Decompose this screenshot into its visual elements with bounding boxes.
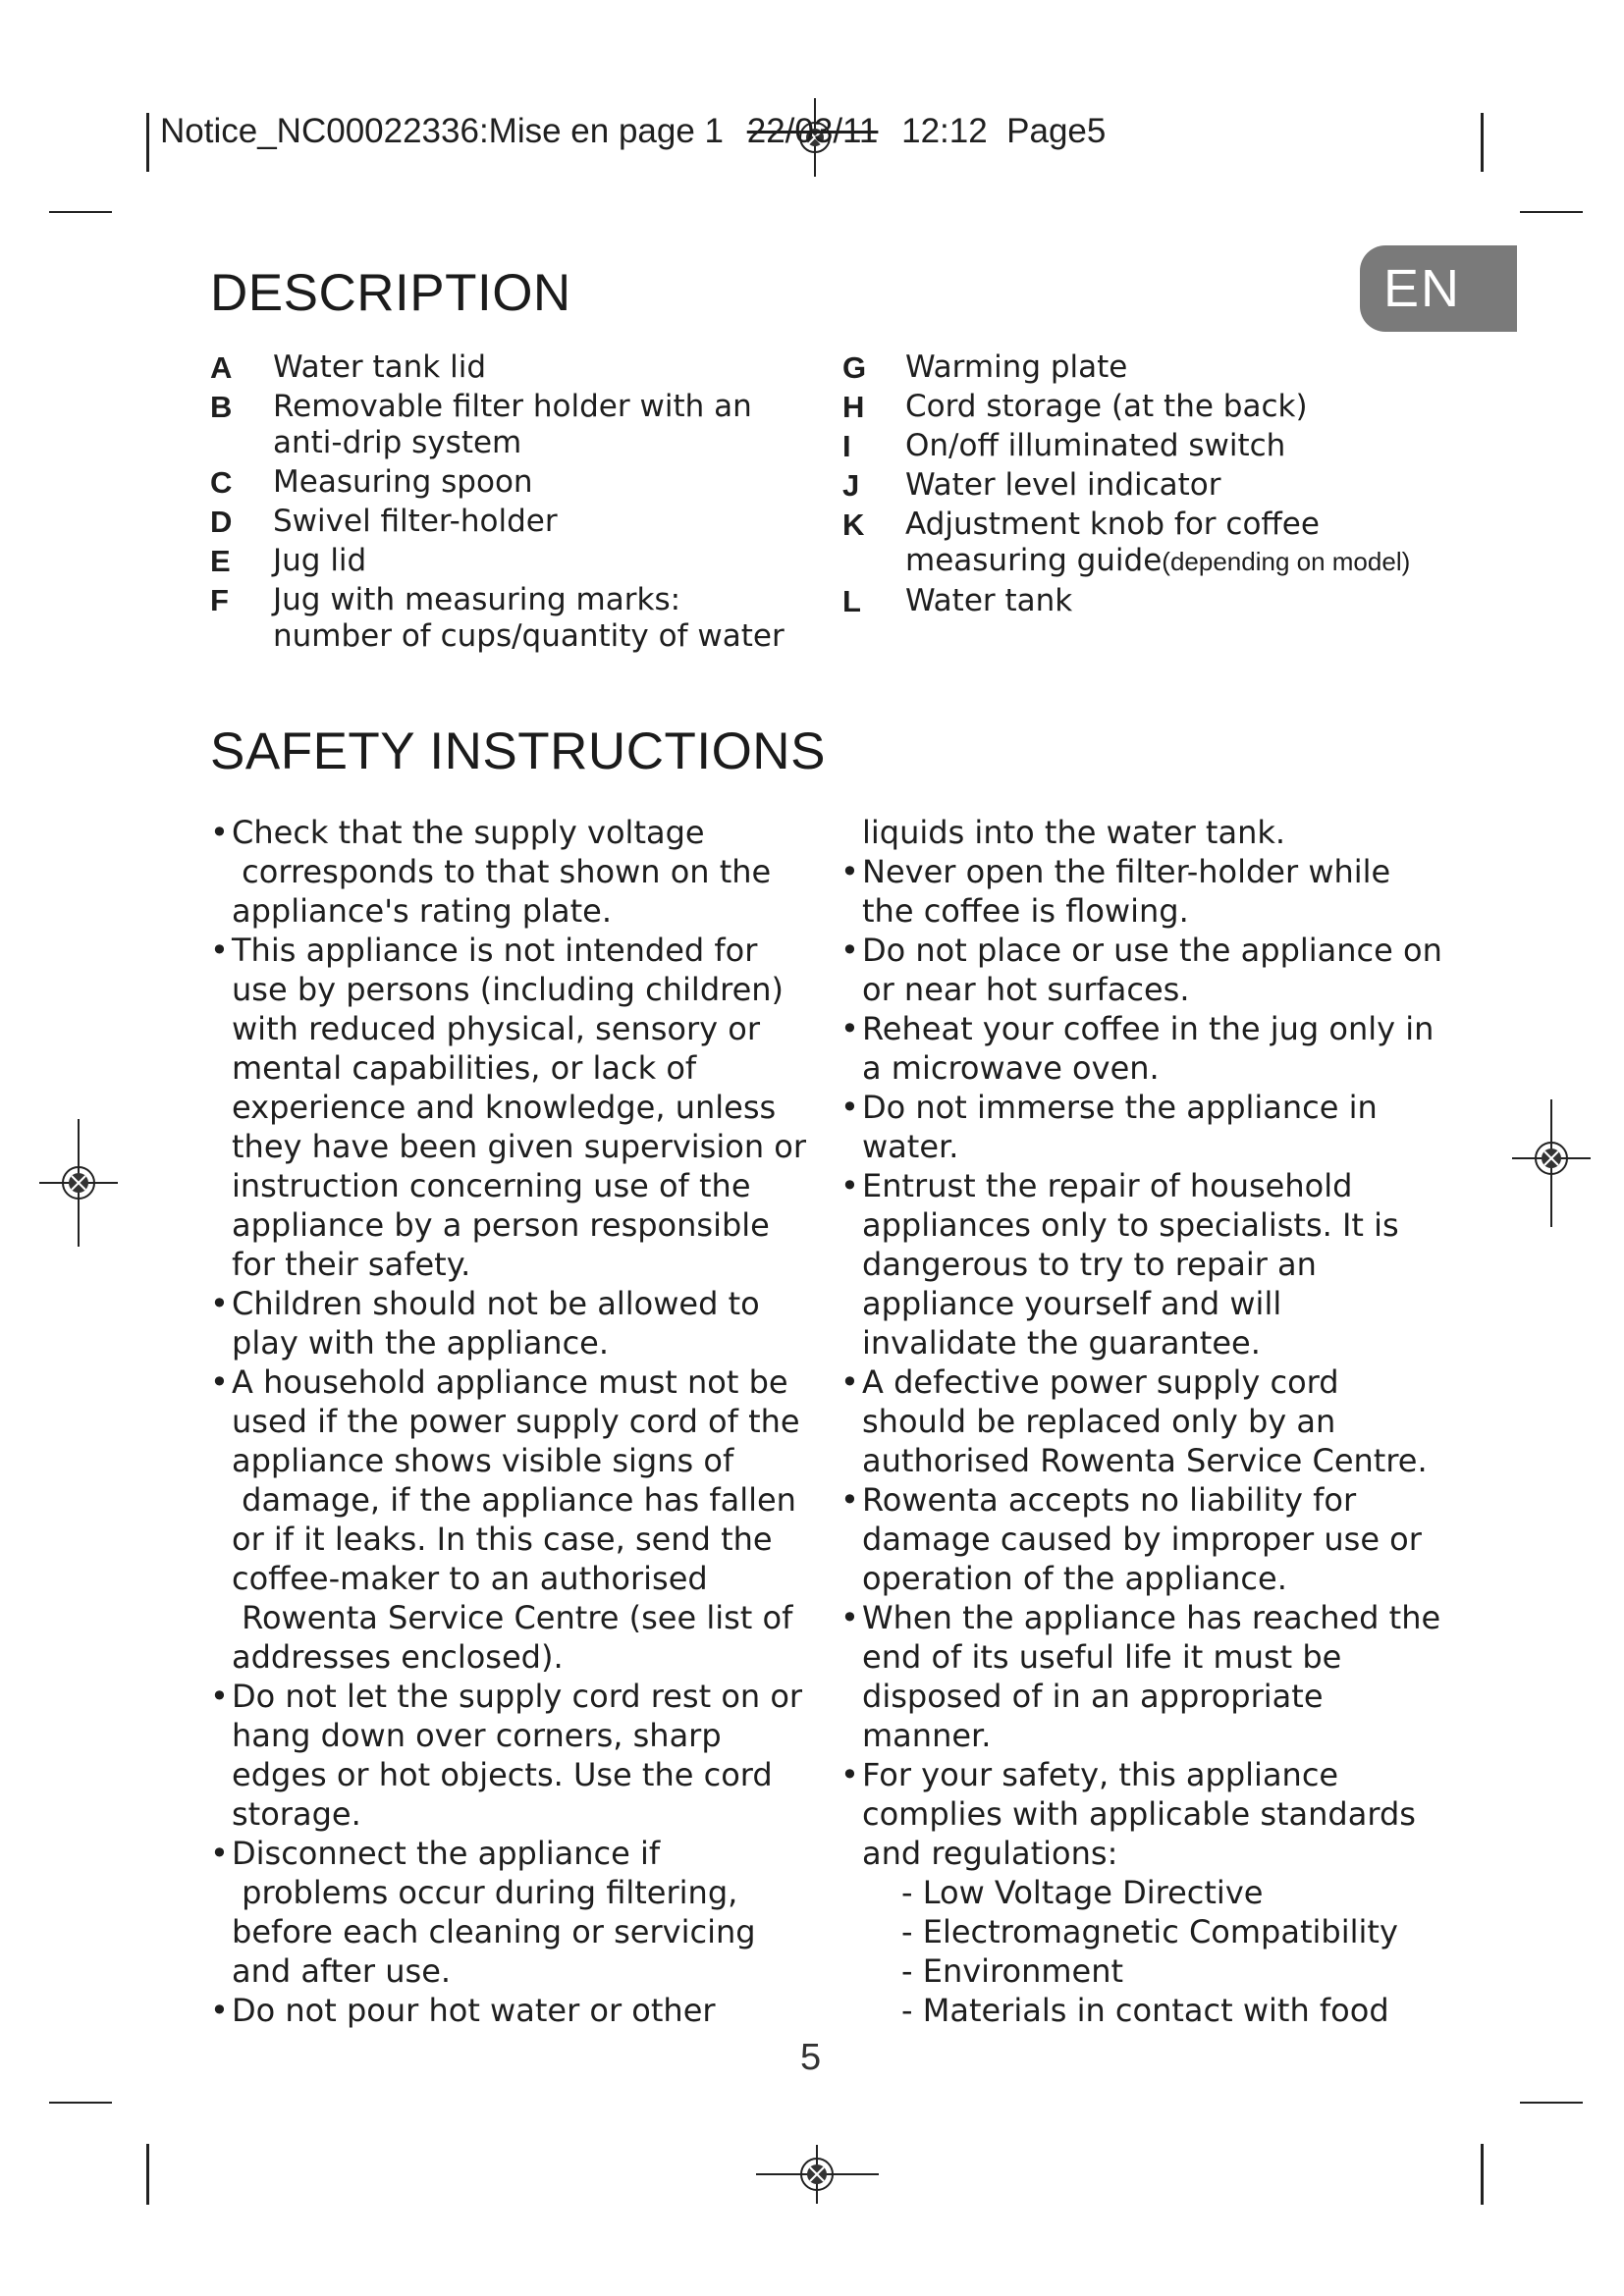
- safety-bullet-line: • A household appliance must not be: [210, 1362, 799, 1402]
- description-label: Cord storage (at the back): [905, 389, 1308, 424]
- safety-bullet-line: • When the appliance has reached the: [840, 1598, 1430, 1637]
- description-text: [905, 467, 1432, 504]
- safety-bullet-line: • This appliance is not intended for: [210, 931, 799, 970]
- crop-mark: [146, 113, 149, 172]
- description-label: Water level indicator: [905, 467, 1221, 503]
- safety-column-left: [210, 813, 806, 2030]
- description-item: [210, 389, 799, 461]
- safety-line: appliance yourself and will: [862, 1285, 1282, 1322]
- crop-mark: [49, 211, 112, 213]
- safety-line: authorised Rowenta Service Centre.: [862, 1442, 1428, 1479]
- safety-line: Rowenta Service Centre (see list of: [232, 1599, 793, 1636]
- safety-line: appliance by a person responsible: [232, 1206, 770, 1244]
- description-letter: B: [210, 390, 233, 424]
- description-item: [210, 504, 799, 540]
- description-letter: J: [842, 468, 860, 503]
- description-item: [210, 349, 799, 386]
- description-text: [905, 428, 1432, 464]
- description-label: Water tank lid: [273, 349, 486, 385]
- description-item: [842, 389, 1432, 425]
- safety-bullet-line: • Entrust the repair of household: [840, 1166, 1430, 1205]
- safety-line: complies with applicable standards: [862, 1795, 1416, 1833]
- description-text: [273, 349, 799, 386]
- safety-line: before each cleaning or servicing: [232, 1913, 756, 1950]
- description-text: [905, 349, 1432, 386]
- description-list-right: [842, 349, 1432, 622]
- safety-line: play with the appliance.: [232, 1324, 610, 1362]
- page-number: 5: [800, 2037, 822, 2078]
- description-letter: A: [210, 350, 233, 385]
- description-note: (depending on model): [1162, 547, 1411, 576]
- safety-sub-item: - Materials in contact with food: [901, 1992, 1389, 2029]
- safety-line: invalidate the guarantee.: [862, 1324, 1261, 1362]
- safety-line: and after use.: [232, 1952, 452, 1990]
- description-text: [273, 504, 799, 540]
- description-text: [273, 464, 799, 501]
- description-item: [842, 583, 1432, 619]
- safety-line: appliance shows visible signs of: [232, 1442, 734, 1479]
- safety-bullet-line: • Disconnect the appliance if: [210, 1834, 799, 1873]
- description-letter: D: [210, 505, 233, 539]
- crop-mark: [1481, 2144, 1484, 2205]
- safety-line: should be replaced only by an: [862, 1403, 1336, 1440]
- safety-sub-item: - Low Voltage Directive: [901, 1874, 1264, 1911]
- safety-line: addresses enclosed).: [232, 1638, 564, 1676]
- description-item: [210, 543, 799, 579]
- safety-bullet-line: • Do not immerse the appliance in: [840, 1088, 1430, 1127]
- safety-sub-item: - Electromagnetic Compatibility: [901, 1913, 1398, 1950]
- registration-mark-icon: [39, 1119, 118, 1247]
- safety-line: use by persons (including children): [232, 971, 785, 1008]
- description-letter: F: [210, 583, 229, 617]
- safety-bullet-line: • For your safety, this appliance: [840, 1755, 1430, 1794]
- safety-line: manner.: [862, 1717, 992, 1754]
- safety-bullet-line: • Rowenta accepts no liability for: [840, 1480, 1430, 1520]
- safety-line: edges or hot objects. Use the cord: [232, 1756, 773, 1793]
- safety-bullet-line: • Do not let the supply cord rest on or: [210, 1677, 799, 1716]
- description-label: Water tank: [905, 583, 1073, 618]
- description-text: [273, 543, 799, 579]
- safety-line: with reduced physical, sensory or: [232, 1010, 760, 1047]
- safety-line: instruction concerning use of the: [232, 1167, 751, 1204]
- description-label: Warming plate: [905, 349, 1128, 385]
- print-slug: [160, 112, 1106, 151]
- safety-column-right: [840, 813, 1442, 2030]
- safety-line: or if it leaks. In this case, send the: [232, 1521, 773, 1558]
- safety-line: the coffee is flowing.: [862, 892, 1189, 930]
- safety-line: end of its useful life it must be: [862, 1638, 1342, 1676]
- safety-line: appliance's rating plate.: [232, 892, 613, 930]
- crop-mark: [146, 2144, 149, 2205]
- registration-mark-icon: [1512, 1099, 1591, 1227]
- safety-line: coffee-maker to an authorised: [232, 1560, 708, 1597]
- safety-line: damage, if the appliance has fallen: [232, 1481, 796, 1519]
- safety-line: experience and knowledge, unless: [232, 1089, 777, 1126]
- safety-line: appliances only to specialists. It is: [862, 1206, 1399, 1244]
- safety-bullet-line: • Children should not be allowed to: [210, 1284, 799, 1323]
- safety-bullet-line: • Reheat your coffee in the jug only in: [840, 1009, 1430, 1048]
- description-item: [842, 467, 1432, 504]
- description-text: [905, 389, 1432, 425]
- description-label: Swivel filter-holder: [273, 504, 558, 539]
- description-item: [842, 507, 1432, 580]
- description-text: [273, 389, 799, 461]
- description-label: Measuring spoon: [273, 464, 533, 500]
- safety-line: and regulations:: [862, 1835, 1118, 1872]
- safety-line: used if the power supply cord of the: [232, 1403, 800, 1440]
- description-text: [905, 583, 1432, 619]
- safety-bullet-line: • Do not pour hot water or other: [210, 1991, 799, 2030]
- crop-mark: [1520, 211, 1583, 213]
- description-item: [842, 349, 1432, 386]
- registration-mark-icon: [756, 2135, 879, 2214]
- safety-line: corresponds to that shown on the: [232, 853, 772, 890]
- safety-line: liquids into the water tank.: [862, 814, 1286, 851]
- description-list-left: [210, 349, 799, 658]
- slug-prefix: Notice_NC00022336:Mise en page 1: [160, 112, 724, 150]
- safety-bullet-line: • Check that the supply voltage: [210, 813, 799, 852]
- description-label: Removable filter holder with an anti-drip system: [273, 389, 752, 460]
- crop-mark: [49, 2102, 112, 2104]
- safety-line: water.: [862, 1128, 959, 1165]
- description-letter: K: [842, 507, 865, 542]
- safety-line: dangerous to try to repair an: [862, 1246, 1317, 1283]
- description-item: [210, 464, 799, 501]
- safety-bullet-line: • Do not place or use the appliance on: [840, 931, 1430, 970]
- description-letter: I: [842, 429, 851, 463]
- description-letter: H: [842, 390, 865, 424]
- safety-line: disposed of in an appropriate: [862, 1678, 1324, 1715]
- description-item: [842, 428, 1432, 464]
- language-tab: EN: [1360, 245, 1517, 332]
- safety-line: or near hot surfaces.: [862, 971, 1190, 1008]
- safety-line: mental capabilities, or lack of: [232, 1049, 697, 1087]
- safety-title: SAFETY INSTRUCTIONS: [210, 722, 826, 780]
- description-text: [273, 582, 799, 655]
- safety-line: they have been given supervision or: [232, 1128, 806, 1165]
- safety-bullet-line: • A defective power supply cord: [840, 1362, 1430, 1402]
- description-label: Jug lid: [273, 543, 367, 578]
- safety-line: for their safety.: [232, 1246, 471, 1283]
- description-letter: C: [210, 465, 233, 500]
- safety-sub-item: - Environment: [901, 1952, 1124, 1990]
- description-title: DESCRIPTION: [210, 264, 571, 322]
- description-letter: L: [842, 584, 861, 618]
- description-letter: E: [210, 544, 231, 578]
- description-text: [905, 507, 1432, 580]
- safety-bullet-line: • Never open the filter-holder while: [840, 852, 1430, 891]
- safety-line: a microwave oven.: [862, 1049, 1160, 1087]
- description-item: [210, 582, 799, 655]
- slug-time-page: 12:12 Page5: [901, 112, 1107, 150]
- safety-line: problems occur during filtering,: [232, 1874, 738, 1911]
- safety-line: hang down over corners, sharp: [232, 1717, 722, 1754]
- crop-mark: [1520, 2102, 1583, 2104]
- safety-line: damage caused by improper use or: [862, 1521, 1422, 1558]
- description-label: Jug with measuring marks: number of cups/quantity of water: [273, 582, 785, 654]
- slug-date: 22/03/11: [746, 112, 879, 150]
- description-letter: G: [842, 350, 867, 385]
- safety-line: operation of the appliance.: [862, 1560, 1287, 1597]
- description-label: Adjustment knob for coffee measuring guide: [905, 507, 1320, 578]
- safety-line: storage.: [232, 1795, 361, 1833]
- crop-mark: [1481, 113, 1484, 172]
- description-label: On/off illuminated switch: [905, 428, 1286, 463]
